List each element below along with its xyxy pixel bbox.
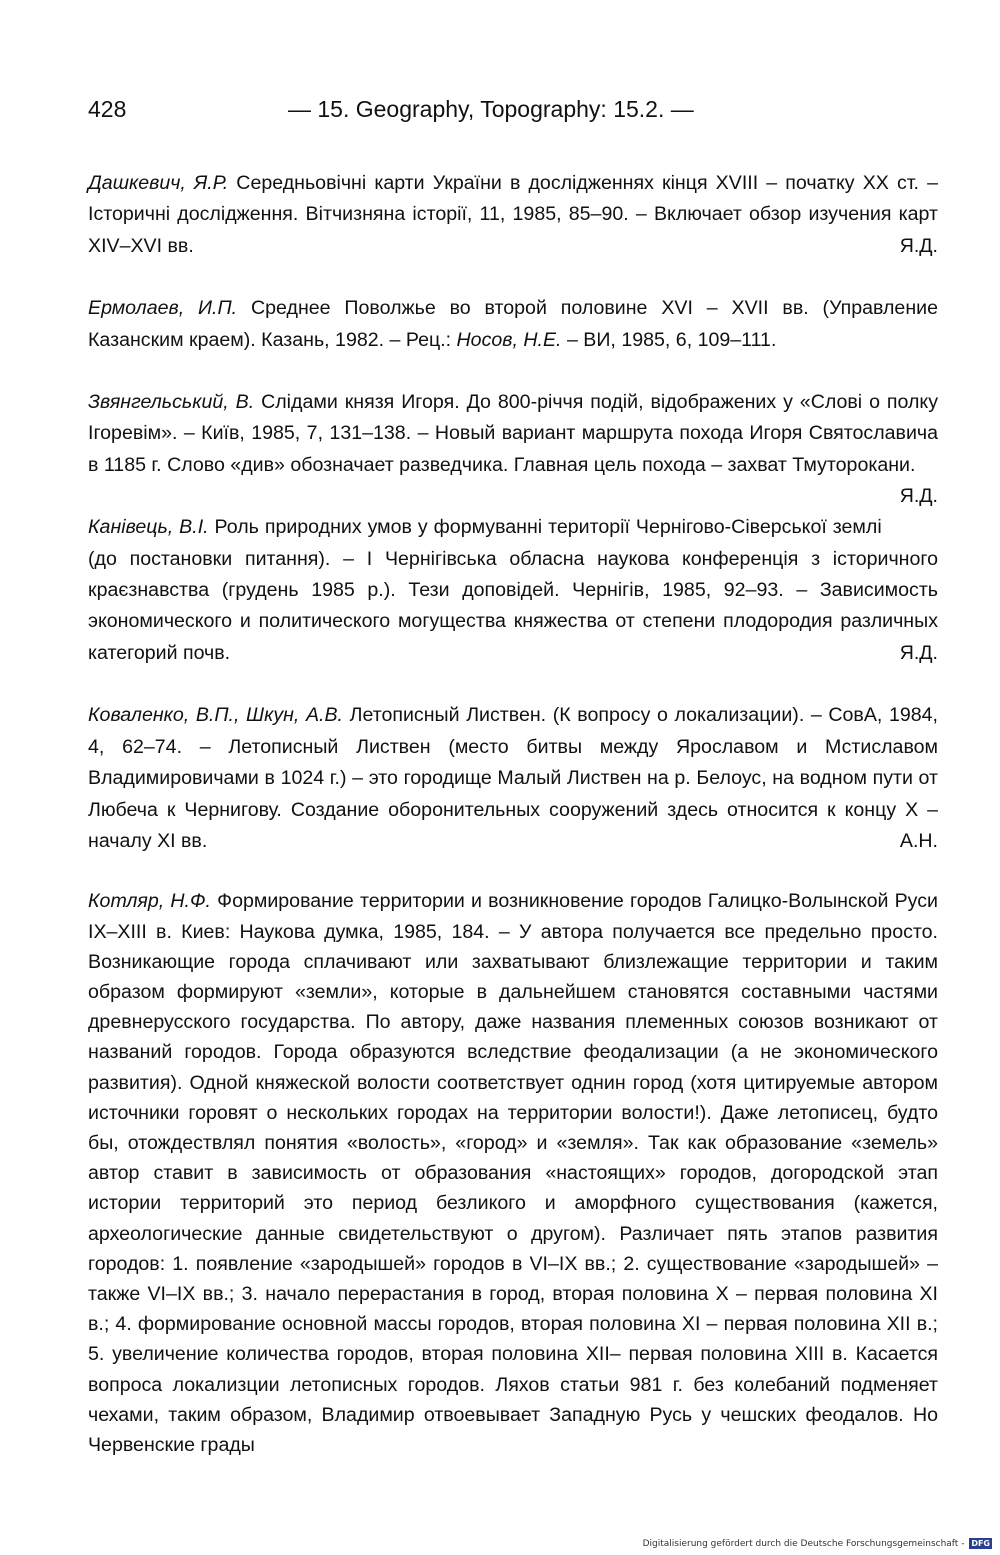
- reviewer-initials: Я.Д.: [899, 234, 938, 257]
- entry-author: Ермолаев, И.П.: [88, 297, 238, 320]
- entry-text: Среднее Поволжье во второй половине XVI – XVII вв. (Управление Казанским краем). Казань, 1982. – Рец.:: [88, 297, 938, 351]
- bibliography-entry: [88, 387, 939, 508]
- entry-text: Формирование территории и возникновение городов Галицко-Волынской Руси IX–XIII в. Киев: Наукова думка, 1985, 184. – У автора получается все предельно просто. Возникающие города сплачивают или захватывают близлежащие территории и таким образом формируют «земли», которые в дальнейшем становятся составными частями древнерусского государства. По автору, даже названия племенных союзов возникают от названий городов. Города образуются вследствие феодализации (а не экономического развития). Одной княжеской волости соответствует однин город (хотя цитируемые автором источники горовят о нескольких городах на территории волости!). Даже летописец, будто бы, отождествлял понятия «волость», «город» и «земля». Так как образование «земель» автор ставит в зависимость от образования «настоящих» городов, догородской этап истории территорий это период безликого и аморфного существования (кажется, археологические данные свидетельствуют о другом). Различает пять этапов развития городов: 1. появление «зародышей» городов в VI–IX вв.; 2. существование «зародышей» – также VI–IX вв.; 3. начало перерастания в город, вторая половина X – первая половина XI в.; 4. формирование основной массы городов, вторая половина XI – первая половина XII в.; 5. увеличение количества городов, вторая половина XII– первая половина XIII в. Касается вопроса локализции летописных городов. Ляхов статьи 981 г. без колебаний подменяет чехами, таким образом, Владимир отвоевывает Западную Русь у чешских феодалов. Но Червенские грады: [88, 890, 938, 1456]
- entry-author: Дашкевич, Я.Р.: [88, 172, 229, 194]
- running-head: — 15. Geography, Topography: 15.2. —: [288, 96, 694, 122]
- digitization-credit: [643, 1538, 992, 1550]
- page-number: 428: [88, 96, 127, 122]
- entry-author: Звянгельський, В.: [88, 391, 255, 414]
- entry-text: Роль природних умов у формуванні території Чернігово-Сіверської землі (до постановки питання). – І Чернігівська обласна наукова конференція з історичного краєзнавства (грудень 1985 р.). Тези доповідей. Чернігів, 1985, 92–93. – Зависимость экономического и политического могущества княжества от степени плодородия различных категорий почв.: [88, 516, 938, 664]
- entry-text-continued: – ВИ, 1985, 6, 109–111.: [561, 328, 777, 351]
- dfg-logo: DFG: [971, 1539, 990, 1548]
- page-header: [88, 92, 938, 126]
- entry-author: Котляр, Н.Ф.: [88, 890, 211, 913]
- entry-author: Канівець, В.І.: [88, 516, 209, 539]
- bibliography-entry: [88, 293, 938, 356]
- entry-text: Слідами князя Игоря. До 800-річчя подій, відображених у «Слові о полку Ігоревім». – Київ, 1985, 7, 131–138. – Новый вариант маршрута похода Игоря Святославича в 1185 г. Слово «див» обозначает разведчика. Главная цель похода – захват Тмуторокани.: [88, 391, 939, 476]
- bibliography-entry: [88, 512, 938, 669]
- reviewer-initials: Я.Д.: [899, 485, 938, 508]
- credit-text: Digitalisierung gefördert durch die Deutsche Forschungsgemeinschaft -: [642, 1539, 965, 1549]
- entry-text: Летописный Листвен. (К вопросу о локализации). – СовА, 1984, 4, 62–74. – Летописный Листвен (место битвы между Ярославом и Мстиславом Владимировичами в 1024 г.) – это городище Малый Листвен на р. Белоус, на водном пути от Любеча к Чернигову. Создание оборонительных сооружений здесь относится к концу X – началу XI вв.: [88, 704, 938, 852]
- bibliography-entry: [88, 168, 938, 262]
- bibliography-entries: [88, 168, 938, 1491]
- bibliography-entry: [88, 886, 938, 1460]
- reviewer-initials: А.Н.: [899, 829, 938, 852]
- reviewer-initials: Я.Д.: [899, 641, 938, 664]
- review-author: Носов, Н.Е.: [456, 328, 562, 351]
- entry-text: Середньовічні карти України в дослідженнях кінця XVIII – початку XX ст. – Історичні дослідження. Вітчизняна історії, 11, 1985, 85–90. – Включает обзор изучения карт XIV–XVI вв.: [88, 172, 938, 257]
- entry-author: Коваленко, В.П., Шкун, А.В.: [88, 704, 344, 727]
- bibliography-entry: [88, 700, 938, 857]
